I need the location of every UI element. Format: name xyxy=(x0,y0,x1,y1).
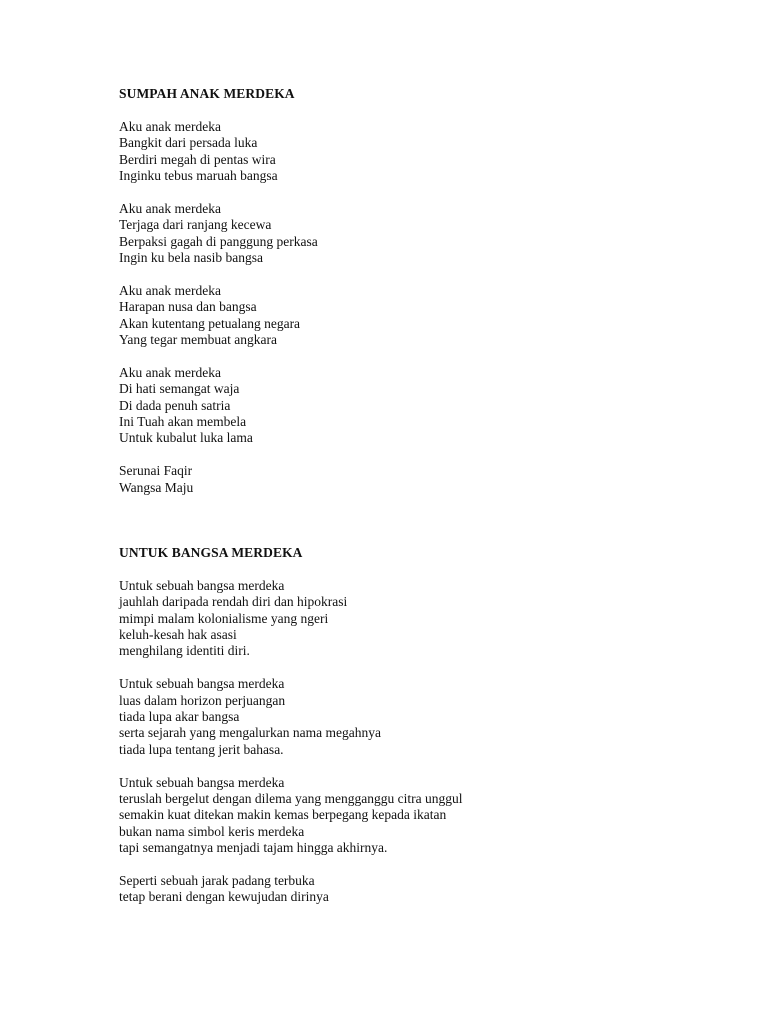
poem-title: UNTUK BANGSA MERDEKA xyxy=(119,545,303,560)
poem-line: Harapan nusa dan bangsa xyxy=(119,299,257,315)
poem-line: Berdiri megah di pentas wira xyxy=(119,151,276,167)
poem-line: Untuk sebuah bangsa merdeka xyxy=(119,774,285,790)
author-name: Serunai Faqir xyxy=(119,463,193,479)
poem-line: Aku anak merdeka xyxy=(119,282,221,298)
author-location: Wangsa Maju xyxy=(119,479,194,495)
poem-line: Aku anak merdeka xyxy=(119,364,221,380)
stanza xyxy=(119,775,719,857)
poem-line: bukan nama simbol keris merdeka xyxy=(119,823,305,839)
poem-line: Di dada penuh satria xyxy=(119,397,231,413)
poem-line: teruslah bergelut dengan dilema yang mengganggu citra unggul xyxy=(119,791,463,807)
stanza xyxy=(119,365,719,447)
poem-line: Untuk sebuah bangsa merdeka xyxy=(119,676,285,692)
poem-line: tapi semangatnya menjadi tajam hingga akhirnya. xyxy=(119,840,388,856)
poem-line: Berpaksi gagah di panggung perkasa xyxy=(119,233,318,249)
poem-line: Untuk kubalut luka lama xyxy=(119,430,253,446)
poem-untuk-bangsa-merdeka xyxy=(119,545,719,922)
poem-line: keluh-kesah hak asasi xyxy=(119,627,237,643)
poem-line: Ingin ku bela nasib bangsa xyxy=(119,250,263,266)
poem-line: Di hati semangat waja xyxy=(119,381,240,397)
poem-line: menghilang identiti diri. xyxy=(119,643,250,659)
poem-line: Akan kutentang petualang negara xyxy=(119,315,301,331)
poem-line: serta sejarah yang mengalurkan nama megahnya xyxy=(119,725,382,741)
stanza xyxy=(119,873,719,906)
poem-line: tetap berani dengan kewujudan dirinya xyxy=(119,889,329,905)
poem-line: Yang tegar membuat angkara xyxy=(119,332,277,348)
poem-line: Bangkit dari persada luka xyxy=(119,135,258,151)
stanza xyxy=(119,201,719,267)
poem-line: mimpi malam kolonialisme yang ngeri xyxy=(119,610,329,626)
poem-line: tiada lupa akar bangsa xyxy=(119,709,240,725)
poem-line: semakin kuat ditekan makin kemas berpegang kepada ikatan xyxy=(119,807,447,823)
poem-line: Seperti sebuah jarak padang terbuka xyxy=(119,873,315,889)
poem-sumpah-anak-merdeka xyxy=(119,86,719,496)
poem-line: Ini Tuah akan membela xyxy=(119,414,247,430)
stanza xyxy=(119,119,719,185)
poem-line: luas dalam horizon perjuangan xyxy=(119,692,286,708)
poem-line: Aku anak merdeka xyxy=(119,200,221,216)
poem-line: Terjaga dari ranjang kecewa xyxy=(119,217,272,233)
stanza xyxy=(119,578,719,660)
poem-line: tiada lupa tentang jerit bahasa. xyxy=(119,741,284,757)
stanza xyxy=(119,676,719,758)
poem-author xyxy=(119,463,719,496)
poem-line: Untuk sebuah bangsa merdeka xyxy=(119,577,285,593)
stanza xyxy=(119,283,719,349)
poem-line: jauhlah daripada rendah diri dan hipokrasi xyxy=(119,594,348,610)
poem-title: SUMPAH ANAK MERDEKA xyxy=(119,86,295,101)
poem-line: Aku anak merdeka xyxy=(119,118,221,134)
poem-line: Inginku tebus maruah bangsa xyxy=(119,168,278,184)
